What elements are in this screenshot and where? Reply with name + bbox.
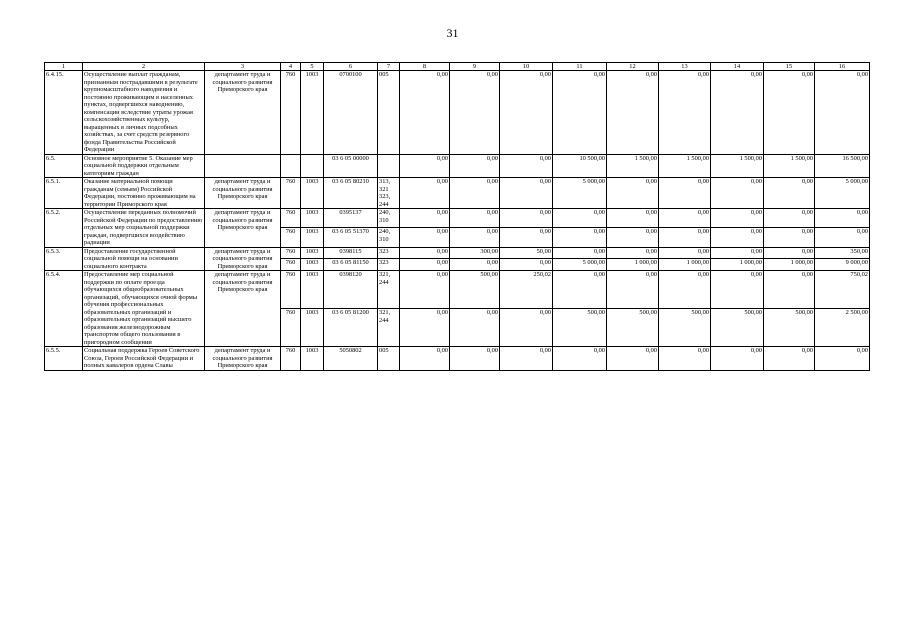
amount-cell: 0,00: [400, 209, 450, 228]
code-grbs: 760: [281, 259, 301, 271]
code-expense-type: 240, 310: [378, 209, 400, 228]
item-number: 6.5.4.: [45, 271, 83, 347]
amount-cell: 300,00: [450, 247, 500, 259]
code-section: 1003: [301, 247, 324, 259]
amount-cell: 0,00: [450, 178, 500, 209]
amount-cell: 1 500,00: [764, 154, 815, 178]
code-section: 1003: [301, 228, 324, 247]
code-expense-type: [378, 154, 400, 178]
amount-cell: 10 500,00: [553, 154, 607, 178]
item-number: 6.5.2.: [45, 209, 83, 248]
item-number: 6.5.5.: [45, 347, 83, 371]
code-expense-type: 321, 244: [378, 271, 400, 309]
code-target: 03 6 05 51370: [324, 228, 378, 247]
code-section: 1003: [301, 71, 324, 155]
amount-cell: 0,00: [764, 178, 815, 209]
amount-cell: 0,00: [607, 271, 659, 309]
amount-cell: 0,00: [400, 309, 450, 347]
code-expense-type: 323: [378, 259, 400, 271]
amount-cell: 16 500,00: [815, 154, 870, 178]
amount-cell: 0,00: [553, 347, 607, 371]
amount-cell: 0,00: [764, 209, 815, 228]
responsible-executor: [205, 154, 281, 178]
item-number: 6.5.1.: [45, 178, 83, 209]
amount-cell: 1 000,00: [659, 259, 711, 271]
amount-cell: 0,00: [450, 154, 500, 178]
column-header: 14: [711, 63, 764, 71]
responsible-executor: департамент труда и социального развития Приморского края: [205, 347, 281, 371]
amount-cell: 250,02: [500, 271, 553, 309]
table-row: [45, 247, 870, 259]
table-row: [45, 178, 870, 209]
column-header: 15: [764, 63, 815, 71]
item-name: Предоставление государственной социальной помощи на основании социального контракта: [83, 247, 205, 271]
amount-cell: 50,00: [500, 247, 553, 259]
amount-cell: 1 500,00: [659, 154, 711, 178]
amount-cell: 0,00: [815, 228, 870, 247]
code-section: 1003: [301, 309, 324, 347]
code-section: 1003: [301, 347, 324, 371]
amount-cell: 0,00: [659, 228, 711, 247]
amount-cell: 0,00: [764, 71, 815, 155]
amount-cell: 500,00: [450, 271, 500, 309]
amount-cell: 0,00: [400, 154, 450, 178]
amount-cell: 500,00: [659, 309, 711, 347]
code-target: 03 6 05 81200: [324, 309, 378, 347]
amount-cell: 0,00: [450, 228, 500, 247]
amount-cell: 0,00: [764, 271, 815, 309]
amount-cell: 350,00: [815, 247, 870, 259]
item-name: Предоставление мер социальной поддержки по оплате проезда обучающихся общеобразовательных организаций, обучающихся очной формы обучения профессиональных образовательных организаций и образовательных организаций высшего образования железнодорожным транспортом общего пользования в пригородном сообщении: [83, 271, 205, 347]
amount-cell: 0,00: [711, 178, 764, 209]
amount-cell: 0,00: [400, 247, 450, 259]
item-number: 6.5.3.: [45, 247, 83, 271]
amount-cell: 0,00: [607, 228, 659, 247]
amount-cell: 5 000,00: [553, 178, 607, 209]
table-row: [45, 347, 870, 371]
amount-cell: 500,00: [553, 309, 607, 347]
column-header: 6: [324, 63, 378, 71]
amount-cell: 1 500,00: [711, 154, 764, 178]
column-header: 11: [553, 63, 607, 71]
code-expense-type: 005: [378, 71, 400, 155]
amount-cell: 0,00: [450, 209, 500, 228]
table-row: [45, 271, 870, 309]
amount-cell: 5 000,00: [553, 259, 607, 271]
responsible-executor: департамент труда и социального развития Приморского края: [205, 178, 281, 209]
amount-cell: 0,00: [400, 71, 450, 155]
amount-cell: 0,00: [815, 209, 870, 228]
code-target: 03 6 05 00000: [324, 154, 378, 178]
amount-cell: 0,00: [553, 228, 607, 247]
amount-cell: 0,00: [450, 259, 500, 271]
amount-cell: 0,00: [400, 259, 450, 271]
code-grbs: [281, 154, 301, 178]
amount-cell: 0,00: [450, 347, 500, 371]
amount-cell: 0,00: [500, 71, 553, 155]
budget-table: [44, 62, 870, 371]
item-number: 6.5.: [45, 154, 83, 178]
amount-cell: 1 500,00: [607, 154, 659, 178]
code-target: 0395137: [324, 209, 378, 228]
amount-cell: 0,00: [711, 209, 764, 228]
amount-cell: 0,00: [607, 247, 659, 259]
amount-cell: 0,00: [659, 271, 711, 309]
column-header: 9: [450, 63, 500, 71]
amount-cell: 0,00: [553, 271, 607, 309]
amount-cell: 0,00: [659, 71, 711, 155]
amount-cell: 1 000,00: [607, 259, 659, 271]
amount-cell: 0,00: [659, 178, 711, 209]
responsible-executor: департамент труда и социального развития Приморского края: [205, 209, 281, 248]
code-expense-type: 313, 321 323, 244: [378, 178, 400, 209]
column-header: 3: [205, 63, 281, 71]
code-grbs: 760: [281, 178, 301, 209]
amount-cell: 0,00: [553, 209, 607, 228]
code-grbs: 760: [281, 271, 301, 309]
column-header: 1: [45, 63, 83, 71]
amount-cell: 500,00: [764, 309, 815, 347]
column-header: 8: [400, 63, 450, 71]
responsible-executor: департамент труда и социального развития Приморского края: [205, 71, 281, 155]
amount-cell: 0,00: [607, 347, 659, 371]
amount-cell: 1 000,00: [764, 259, 815, 271]
amount-cell: 750,02: [815, 271, 870, 309]
column-header: 10: [500, 63, 553, 71]
amount-cell: 0,00: [659, 347, 711, 371]
amount-cell: 0,00: [659, 247, 711, 259]
column-header: 5: [301, 63, 324, 71]
amount-cell: 0,00: [400, 178, 450, 209]
amount-cell: 0,00: [815, 347, 870, 371]
code-grbs: 760: [281, 347, 301, 371]
item-name: Оказание материальной помощи гражданам (семьям) Российской Федерации, постоянно проживающим на территории Приморского края: [83, 178, 205, 209]
code-expense-type: 005: [378, 347, 400, 371]
amount-cell: 2 500,00: [815, 309, 870, 347]
amount-cell: 0,00: [400, 347, 450, 371]
amount-cell: 0,00: [711, 347, 764, 371]
table-row: [45, 154, 870, 178]
amount-cell: 0,00: [553, 247, 607, 259]
amount-cell: 0,00: [711, 71, 764, 155]
item-name: Осуществление выплат гражданам, признанным пострадавшими в результате крупномасштабного наводнения и постоянно проживающим в населенных пунктах, подвергшихся наводнению, компенсации вследствие утраты урожая сельскохозяйственных культур, выращенных в личных подсобных хозяйствах, за счет средств резервного фонда Правительства Российской Федерации: [83, 71, 205, 155]
amount-cell: 0,00: [764, 247, 815, 259]
code-grbs: 760: [281, 71, 301, 155]
amount-cell: 0,00: [607, 178, 659, 209]
code-target: 03 6 05 81150: [324, 259, 378, 271]
amount-cell: 0,00: [764, 228, 815, 247]
page-number: 31: [446, 26, 459, 40]
amount-cell: 0,00: [500, 178, 553, 209]
amount-cell: 9 000,00: [815, 259, 870, 271]
code-target: 0398115: [324, 247, 378, 259]
column-header: 13: [659, 63, 711, 71]
code-target: 03 6 05 80210: [324, 178, 378, 209]
code-section: 1003: [301, 178, 324, 209]
code-grbs: 760: [281, 309, 301, 347]
amount-cell: 0,00: [711, 228, 764, 247]
code-expense-type: 323: [378, 247, 400, 259]
column-header: 4: [281, 63, 301, 71]
code-target: 0398120: [324, 271, 378, 309]
amount-cell: 0,00: [553, 71, 607, 155]
amount-cell: 0,00: [500, 259, 553, 271]
column-header: 2: [83, 63, 205, 71]
amount-cell: 0,00: [815, 71, 870, 155]
item-name: Основное мероприятие 5. Оказание мер социальной поддержки отдельным категориям граждан: [83, 154, 205, 178]
item-name: Социальная поддержка Героев Советского Союза, Героев Российской Федерации и полных кавалеров ордена Славы: [83, 347, 205, 371]
amount-cell: 0,00: [500, 347, 553, 371]
code-target: 0700100: [324, 71, 378, 155]
amount-cell: 0,00: [400, 271, 450, 309]
column-number-row: [45, 63, 870, 71]
amount-cell: 5 000,00: [815, 178, 870, 209]
amount-cell: 0,00: [711, 271, 764, 309]
responsible-executor: департамент труда и социального развития Приморского края: [205, 247, 281, 271]
amount-cell: 0,00: [500, 228, 553, 247]
code-section: 1003: [301, 209, 324, 228]
code-expense-type: 240, 310: [378, 228, 400, 247]
amount-cell: 1 000,00: [711, 259, 764, 271]
amount-cell: 0,00: [659, 209, 711, 228]
amount-cell: 500,00: [607, 309, 659, 347]
table-body: [45, 71, 870, 371]
item-name: Осуществление переданных полномочий Российской Федерации по предоставлению отдельных мер социальной поддержки граждан, подвергшихся воздействию радиации: [83, 209, 205, 248]
code-target: 5050802: [324, 347, 378, 371]
amount-cell: 0,00: [400, 228, 450, 247]
item-number: 6.4.15.: [45, 71, 83, 155]
table-header: [45, 63, 870, 71]
amount-cell: 0,00: [764, 347, 815, 371]
code-grbs: 760: [281, 209, 301, 228]
amount-cell: 0,00: [607, 71, 659, 155]
amount-cell: 0,00: [500, 154, 553, 178]
column-header: 16: [815, 63, 870, 71]
code-grbs: 760: [281, 247, 301, 259]
code-expense-type: 321, 244: [378, 309, 400, 347]
code-section: 1003: [301, 271, 324, 309]
column-header: 12: [607, 63, 659, 71]
amount-cell: 0,00: [450, 309, 500, 347]
amount-cell: 500,00: [711, 309, 764, 347]
amount-cell: 0,00: [500, 209, 553, 228]
amount-cell: 0,00: [450, 71, 500, 155]
code-section: [301, 154, 324, 178]
amount-cell: 0,00: [500, 309, 553, 347]
amount-cell: 0,00: [711, 247, 764, 259]
responsible-executor: департамент труда и социального развития Приморского края: [205, 271, 281, 347]
code-grbs: 760: [281, 228, 301, 247]
code-section: 1003: [301, 259, 324, 271]
table-row: [45, 209, 870, 228]
table-row: [45, 71, 870, 155]
amount-cell: 0,00: [607, 209, 659, 228]
column-header: 7: [378, 63, 400, 71]
